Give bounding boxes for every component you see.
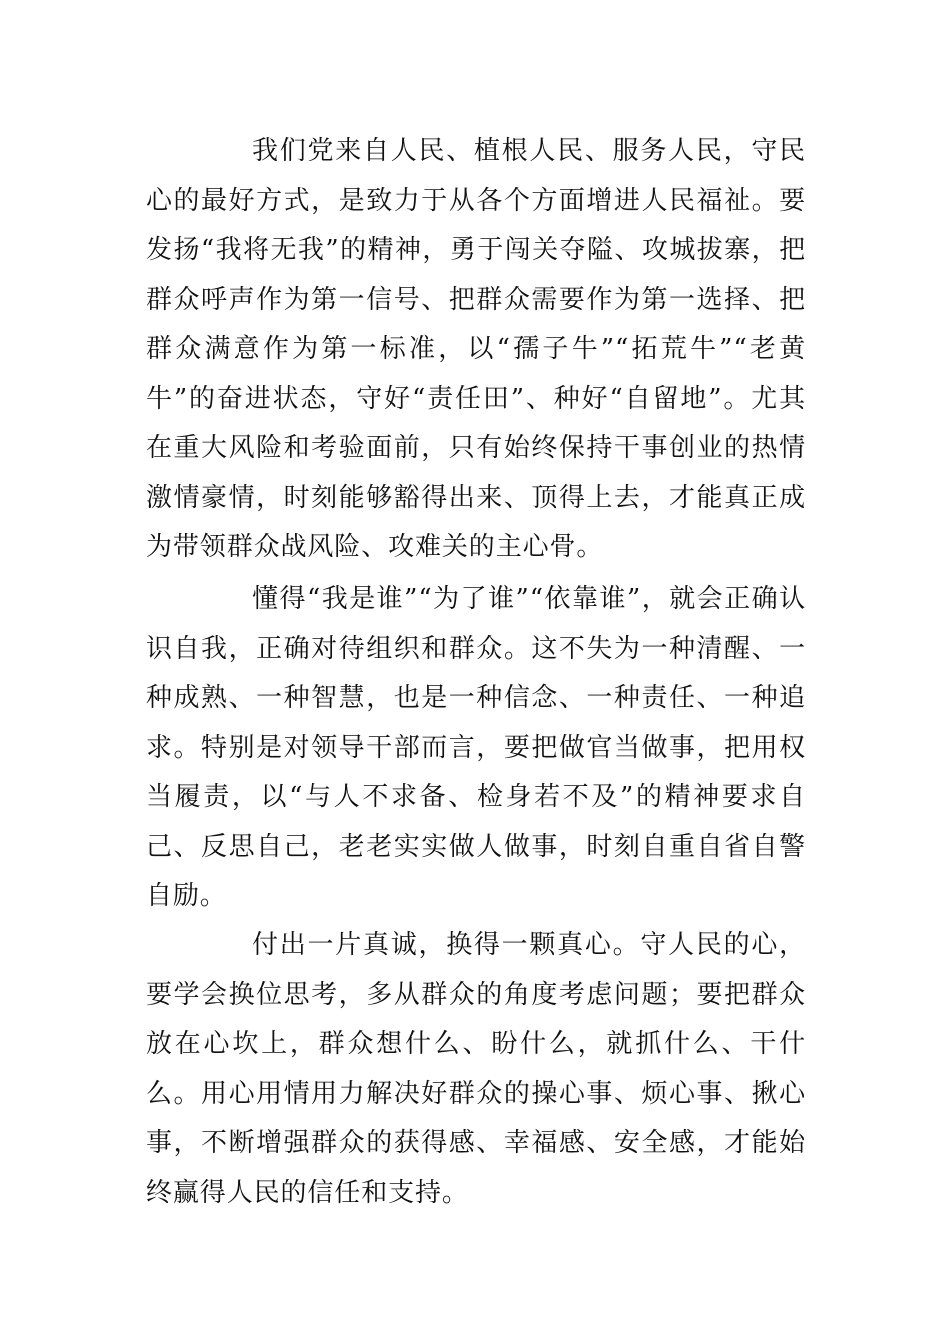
paragraph-2: 懂得“我是谁”“为了谁”“依靠谁”，就会正确认识自我，正确对待组织和群众。这不失为一种清醒、一种成熟、一种智慧，也是一种信念、一种责任、一种追求。特别是对领导干部而言，要把做官当做事，把用权当履责，以“与人不求备、检身若不及”的精神要求自己、反思自己，老老实实做人做事，时刻自重自省自警自励。 — [146, 584, 806, 911]
paragraph-3: 付出一片真诚，换得一颗真心。守人民的心，要学会换位思考，多从群众的角度考虑问题；要把群众放在心坎上，群众想什么、盼什么，就抓什么、干什么。用心用情用力解决好群众的操心事、烦心事、揪心事，不断增强群众的获得感、幸福感、安全感，才能始终赢得人民的信任和支持。 — [146, 930, 806, 1208]
paragraph-1: 我们党来自人民、植根人民、服务人民，守民心的最好方式，是致力于从各个方面增进人民福祉。要发扬“我将无我”的精神，勇于闯关夺隘、攻城拔寨，把群众呼声作为第一信号、把群众需要作为第一选择、把群众满意作为第一标准，以“孺子牛”“拓荒牛”“老黄牛”的奋进状态，守好“责任田”、种好“自留地”。尤其在重大风险和考验面前，只有始终保持干事创业的热情激情豪情，时刻能够豁得出来、顶得上去，才能真正成为带领群众战风险、攻难关的主心骨。 — [146, 136, 806, 562]
